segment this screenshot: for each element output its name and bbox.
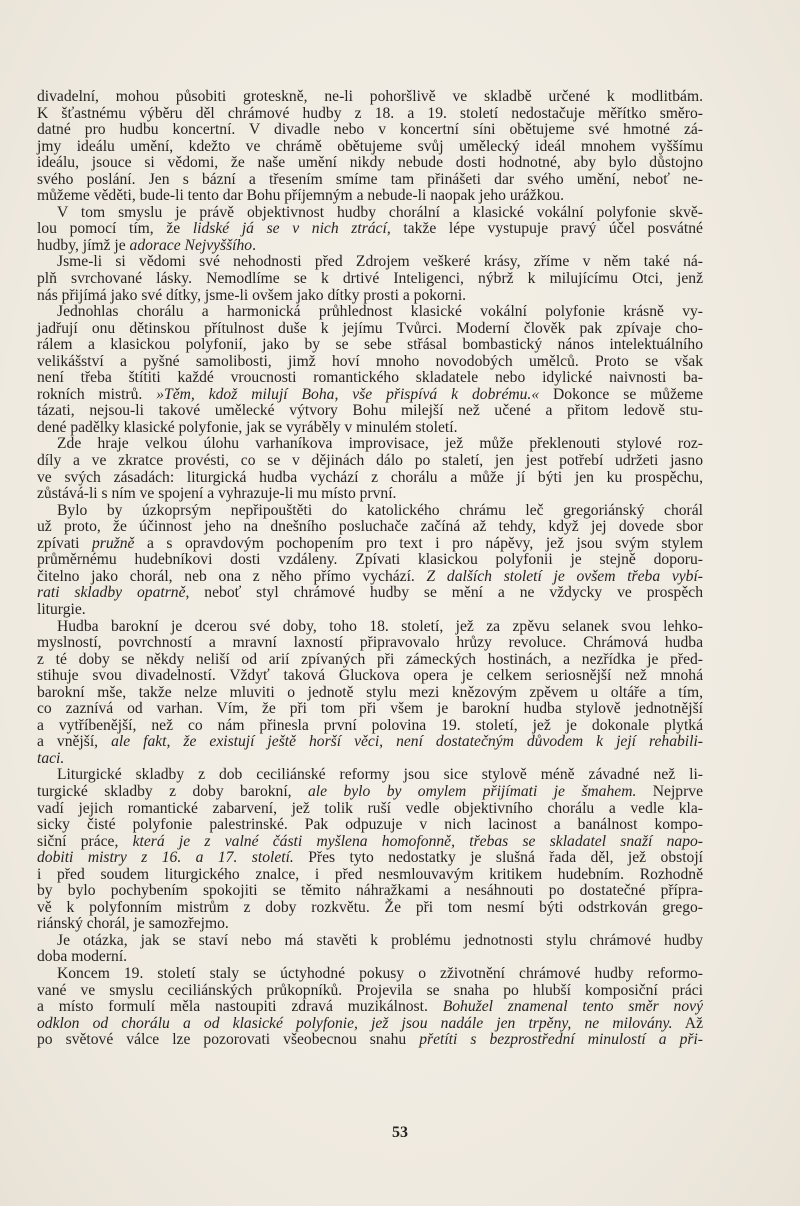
text-run: K šťastnému výběru děl chrámové hudby z 18. a 19. století nedostačuje měřítko směro- xyxy=(37,104,703,122)
text-line xyxy=(37,453,703,470)
text-line xyxy=(37,801,703,818)
paragraph xyxy=(37,933,703,966)
text-run: tázati, nejsou-li takové umělecké výtvory Bohu milejší než učené a přitom ledově stu- xyxy=(37,402,703,420)
text-line xyxy=(37,767,703,784)
text-run: není třeba štítiti každé vroucnosti romantického skladatele nebo idylické naivnosti ba- xyxy=(37,369,703,387)
text-run: zůstává-li s ním ve spojení a vyhrazuje-li mu místo první. xyxy=(37,485,397,503)
text-line xyxy=(37,188,703,205)
italic-text: taci. xyxy=(37,749,65,767)
text-line xyxy=(37,933,703,950)
text-run: ve svých zásadách: liturgická hudba vychází z chorálu a může jí býti jen ku prospěchu, xyxy=(37,468,703,486)
text-line xyxy=(37,122,703,139)
text-line xyxy=(37,304,703,321)
paragraph xyxy=(37,254,703,304)
text-line xyxy=(37,288,703,305)
italic-text: Z dalších století je ovšem třeba vybí- xyxy=(426,567,703,585)
text-run: dené padělky klasické polyfonie, jak se vyráběly v minulém století. xyxy=(37,418,458,436)
text-line xyxy=(37,734,703,751)
text-run: průměrnému hudebníkovi dosti vzdáleny. Zpívati klasickou polyfonii je stejně doporu- xyxy=(37,551,703,569)
text-line xyxy=(37,354,703,371)
text-run: Přes tyto nedostatky je slušná řada děl, jež obstojí xyxy=(293,849,703,867)
text-run: vadí jejich romantické zabarvení, jež tolik ruší vedle objektivního chorálu a vedle kla- xyxy=(37,799,703,817)
text-line xyxy=(37,983,703,1000)
text-line xyxy=(37,321,703,338)
text-run: vané ve smyslu ceciliánských průkopníků. Projevila se snaha po hlubší komposiční práci xyxy=(37,981,703,999)
text-line xyxy=(37,172,703,189)
paragraph xyxy=(37,205,703,255)
text-run: lou pomocí tím, že xyxy=(37,220,193,238)
text-run: hudby, jímž je xyxy=(37,236,130,254)
text-line xyxy=(37,635,703,652)
text-run: i před soudem liturgického znalce, i před nesmlouvavým kritikem hudebním. Rozhodně xyxy=(37,865,703,883)
text-line xyxy=(37,503,703,520)
text-run: myslností, povrchností a mravní laxností připravovalo hrůzy revoluce. Chrámová hudba xyxy=(37,634,703,652)
italic-text: adorace Nejvyššího xyxy=(129,236,253,254)
text-run: jadřují onu dětinskou přítulnost duše k jejímu Tvůrci. Moderní člověk pak zpívaje cho- xyxy=(37,319,703,337)
body-text xyxy=(37,89,703,1049)
text-line xyxy=(37,470,703,487)
text-run: Koncem 19. století staly se úctyhodné pokusy o zživotnění chrámové hudby reformo- xyxy=(57,964,703,982)
paragraph xyxy=(37,304,703,436)
text-run: a místo formulí měla nastoupiti zdravá muzikálnost. xyxy=(37,998,443,1016)
italic-text: která je z valné části myšlena homofonně, třebas se skladatel snaží napo- xyxy=(132,832,703,850)
italic-text: odklon od chorálu a od klasické polyfonie, jež jsou nadále jen trpěny, ne milovány. xyxy=(37,1014,673,1032)
text-run: Liturgické skladby z dob ceciliánské reformy jsou sice stylově méně závadné než li- xyxy=(57,766,703,784)
text-line xyxy=(37,420,703,437)
page-number: 53 xyxy=(392,1124,408,1141)
text-run: můžeme věděti, bude-li tento dar Bohu příjemným a nebude-li naopak jeho urážkou. xyxy=(37,187,564,205)
text-run: siční práce, xyxy=(37,832,133,850)
text-line xyxy=(37,337,703,354)
text-run: rálem a klasickou polyfonií, jako by se sebe střásal bombastický nános intelektuálního xyxy=(37,336,703,354)
italic-text: ale bylo by omylem přijímati je šmahem. xyxy=(307,782,637,800)
text-line xyxy=(37,238,703,255)
text-line xyxy=(37,205,703,222)
text-run: co zaznívá od varhan. Vím, že při tom při všem je barokní hudba stylově jednotnější xyxy=(37,700,703,718)
text-line xyxy=(37,701,703,718)
text-run: nás přijímá jako své dítky, jsme-li ovšem jako dítky prosti a pokorni. xyxy=(37,286,467,304)
text-run: Zde hraje velkou úlohu varhaníkova improvisace, jež může překlenouti stylové roz- xyxy=(57,435,703,453)
text-run: divadelní, mohou působiti groteskně, ne-li pohoršlivě ve skladbě určené k modlitbám. xyxy=(37,88,703,105)
italic-text: lidské já se v nich ztrácí xyxy=(192,220,387,238)
text-run: Jsme-li si vědomi své nehodnosti před Zdrojem veškeré krásy, zříme v něm také ná- xyxy=(57,253,703,271)
text-line xyxy=(37,403,703,420)
text-line xyxy=(37,949,703,966)
text-line xyxy=(37,817,703,834)
text-run: by bylo pochybením spokojiti se těmito náhražkami a nesáhnouti po dostatečné přípra- xyxy=(37,882,703,900)
paragraph xyxy=(37,619,703,768)
text-line xyxy=(37,254,703,271)
italic-text: pružně xyxy=(91,534,135,552)
text-run: datné pro hudbu koncertní. V divadle nebo v koncertní síni obětujeme své hmotné zá- xyxy=(37,121,703,139)
text-run: Bylo by úzkoprsým nepřipouštěti do katolického chrámu leč gregoriánský chorál xyxy=(57,501,703,519)
text-run: jmy ideálu umění, kdežto ve chrámě obětujeme svůj umělecký ideál mnohem vyššímu xyxy=(37,137,703,155)
text-line xyxy=(37,519,703,536)
text-line xyxy=(37,751,703,768)
text-line xyxy=(37,999,703,1016)
text-line xyxy=(37,685,703,702)
text-line xyxy=(37,271,703,288)
text-run: vě k polyfonním mistrům z doby rozkvětu. Že při tom nesmí býti odstrkován grego- xyxy=(37,898,703,916)
text-line xyxy=(37,155,703,172)
text-run: po světové válce lze pozorovati všeobecnou snahu xyxy=(37,1031,420,1049)
text-line xyxy=(37,536,703,553)
text-line xyxy=(37,139,703,156)
text-run: doba moderní. xyxy=(37,948,128,966)
text-line xyxy=(37,585,703,602)
text-run: svého poslání. Jen s bázní a třesením smíme tam přinášeti dar svého umění, neboť ne- xyxy=(37,170,703,188)
text-run: Jednohlas chorálu a harmonická průhlednost klasické vokální polyfonie krásně vy- xyxy=(57,303,703,321)
text-run: Je otázka, jak se staví nebo má stavěti k problému jednotnosti stylu chrámové hudby xyxy=(57,931,703,949)
text-run: V tom smyslu je právě objektivnost hudby chorální a klasické vokální polyfonie skvě- xyxy=(57,203,703,221)
text-run: . xyxy=(252,236,257,254)
text-run: plň svrchované lásky. Nemodlíme se k drtivé Inteligenci, nýbrž k milujícímu Otci, jenž xyxy=(37,270,703,288)
text-run: liturgie. xyxy=(37,600,86,618)
text-run: a vnější, xyxy=(37,733,112,751)
text-run: čitelno jako chorál, neb ona z něho přímo vychází. xyxy=(37,567,427,585)
paragraph xyxy=(37,436,703,502)
italic-text: přetíti s bezprostřední minulostí a při- xyxy=(419,1031,703,1049)
text-line xyxy=(37,619,703,636)
italic-text: rati skladby opatrně xyxy=(37,584,186,602)
text-line xyxy=(37,569,703,586)
text-line xyxy=(37,387,703,404)
text-line xyxy=(37,552,703,569)
text-run: turgické skladby z doby barokní, xyxy=(37,782,308,800)
text-line xyxy=(37,89,703,106)
text-line xyxy=(37,370,703,387)
text-run: Až xyxy=(672,1014,703,1032)
text-line xyxy=(37,1016,703,1033)
text-run: už proto, že účinnost jeho na dnešního posluchače začíná až tehdy, když jej dovede sbor xyxy=(37,518,703,536)
italic-text: dobiti mistry z 16. a 17. století. xyxy=(37,849,294,867)
text-line xyxy=(37,1032,703,1049)
paragraph xyxy=(37,89,703,205)
text-run: a vytříbenější, než co nám přinesla první polovina 19. století, jež je dokonale plytká xyxy=(37,716,703,734)
paragraph xyxy=(37,966,703,1049)
text-line xyxy=(37,221,703,238)
text-run: rokních mistrů. xyxy=(37,385,157,403)
italic-text: ale fakt, že existují ještě horší věci, není dostatečným důvodem k její rehabili- xyxy=(111,733,703,751)
paragraph xyxy=(37,767,703,932)
text-line xyxy=(37,834,703,851)
text-run: ideálu, jsouce si vědomi, že naše umění nikdy nebude dosti hodnotné, aby bylo důstojno xyxy=(37,154,703,172)
text-run: barokní mše, takže nelze mluviti o jednotě stylu mezi knězovým zpěvem u oltáře a tím, xyxy=(37,683,703,701)
text-run: díly a ve zkratce provésti, co se v dějinách dálo po staletí, jen jest potřebí udržeti jasno xyxy=(37,452,703,470)
text-run: , takže lépe vystupuje pravý účel posvátné xyxy=(386,220,703,238)
paragraph xyxy=(37,503,703,619)
text-line xyxy=(37,436,703,453)
text-run: Hudba barokní je dcerou své doby, toho 18. století, jež za zpěvu selanek svou lehko- xyxy=(57,617,703,635)
text-line xyxy=(37,966,703,983)
text-line xyxy=(37,486,703,503)
text-line xyxy=(37,652,703,669)
text-run: riánský chorál, je samozřejmo. xyxy=(37,915,229,933)
text-run: , neboť styl chrámové hudby se mění a ne vždycky ve prospěch xyxy=(185,584,703,602)
text-line xyxy=(37,784,703,801)
text-line xyxy=(37,602,703,619)
text-run: z té doby se někdy neliší od arií zpívaných při zámeckých hostinách, a nezřídka je před- xyxy=(37,650,703,668)
text-line xyxy=(37,850,703,867)
text-line xyxy=(37,668,703,685)
text-run: zpívati xyxy=(37,534,92,552)
text-line xyxy=(37,883,703,900)
text-line xyxy=(37,916,703,933)
text-run: a s opravdovým pochopením pro text i pro nápěvy, jež jsou svým stylem xyxy=(134,534,703,552)
text-line xyxy=(37,718,703,735)
text-run: Nejprve xyxy=(636,782,704,800)
text-line xyxy=(37,106,703,123)
text-line xyxy=(37,900,703,917)
text-line xyxy=(37,867,703,884)
italic-text: Bohužel znamenal tento směr nový xyxy=(442,998,703,1016)
text-run: sicky čisté polyfonie palestrinské. Pak odpuzuje v nich lacinost a banálnost kompo- xyxy=(37,816,703,834)
text-run: stihuje svou divadelností. Vždyť taková Gluckova opera je celkem seriosnější než mnohá xyxy=(37,667,703,685)
italic-text: »Těm, kdož milují Boha, vše přispívá k dobrému.« xyxy=(156,385,540,403)
text-run: Dokonce se můžeme xyxy=(539,385,703,403)
text-run: velikášství a pyšné samolibosti, jimž hoví mnoho novodobých umělců. Proto se však xyxy=(37,352,703,370)
